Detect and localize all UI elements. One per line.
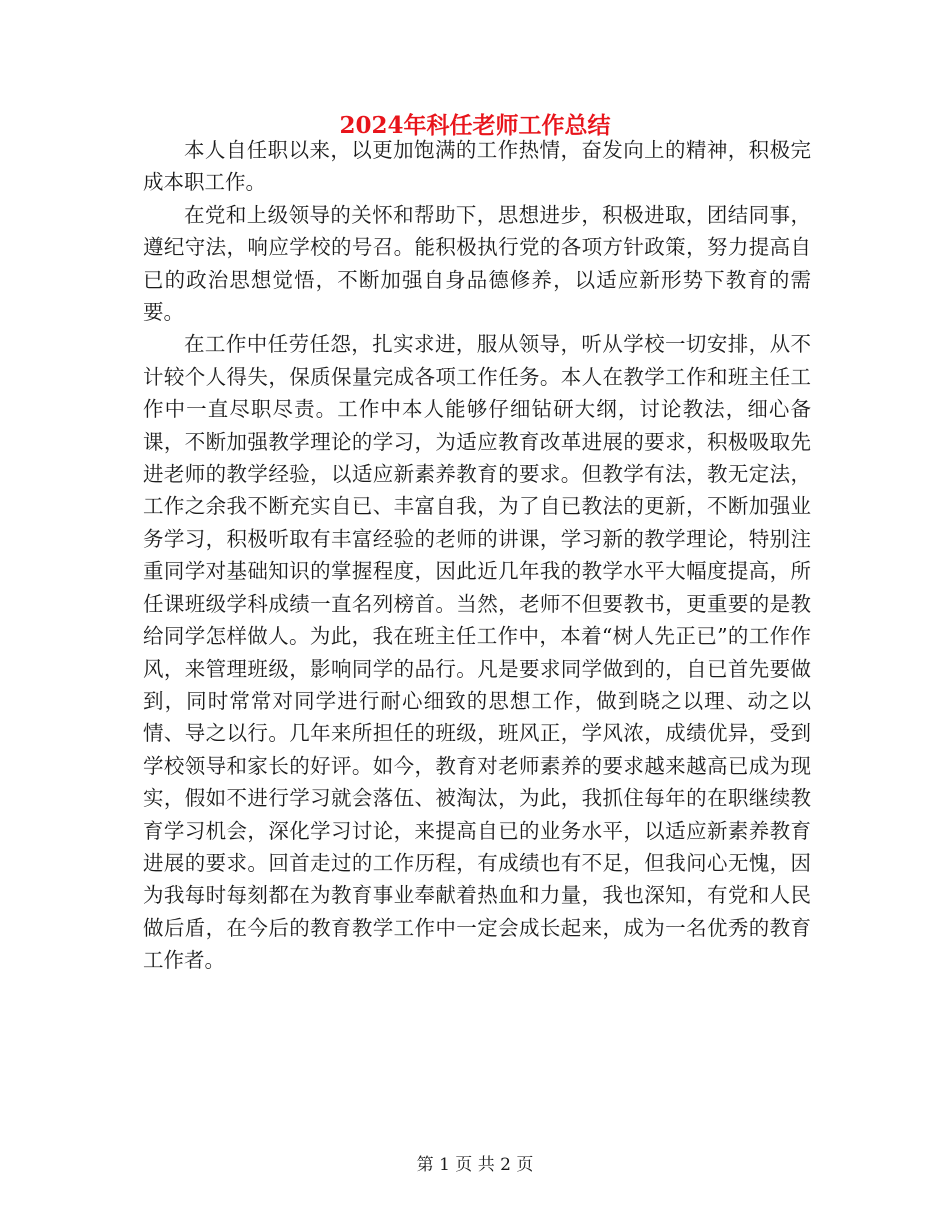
paragraph-3: 在工作中任劳任怨，扎实求进，服从领导，听从学校一切安排，从不计较个人得失，保质保量完成各项工作任务。本人在教学工作和班主任工作中一直尽职尽责。工作中本人能够仔细钻研大纲，讨论教法，细心备课，不断加强教学理论的学习，为适应教育改革进展的要求，积极吸取先进老师的教学经验，以适应新素养教育的要求。但教学有法，教无定法，工作之余我不断充实自已、丰富自我，为了自已教法的更新，不断加强业务学习，积极听取有丰富经验的老师的讲课，学习新的教学理论，特别注重同学对基础知识的掌握程度，因此近几年我的教学水平大幅度提高，所任课班级学科成绩一直名列榜首。当然，老师不但要教书，更重要的是教给同学怎样做人。为此，我在班主任工作中，本着“树人先正已”的工作作风，来管理班级，影响同学的品行。凡是要求同学做到的，自已首先要做到，同时常常对同学进行耐心细致的思想工作，做到晓之以理、动之以情、导之以行。几年来所担任的班级，班风正，学风浓，成绩优异，受到学校领导和家长的好评。如今，教育对老师素养的要求越来越高已成为现实，假如不进行学习就会落伍、被淘汰，为此，我抓住每年的在职继续教育学习机会，深化学习讨论，来提高自已的业务水平，以适应新素养教育进展的要求。回首走过的工作历程，有成绩也有不足，但我问心无愧，因为我每时每刻都在为教育事业奉献着热血和力量，我也深知，有党和人民做后盾，在今后的教育教学工作中一定会成长起来，成为一名优秀的教育工作者。 [143, 332, 811, 973]
page-footer: 第 1 页 共 2 页 [416, 1155, 534, 1175]
paragraph-2: 在党和上级领导的关怀和帮助下，思想进步，积极进取，团结同事，遵纪守法，响应学校的号召。能积极执行党的各项方针政策，努力提高自已的政治思想觉悟，不断加强自身品德修养，以适应新形势下教育的需要。 [143, 202, 811, 325]
document-title: 2024年科任老师工作总结 [339, 112, 611, 139]
document-body [143, 134, 811, 977]
paragraph-1: 本人自任职以来，以更加饱满的工作热情，奋发向上的精神，积极完成本职工作。 [143, 138, 811, 195]
